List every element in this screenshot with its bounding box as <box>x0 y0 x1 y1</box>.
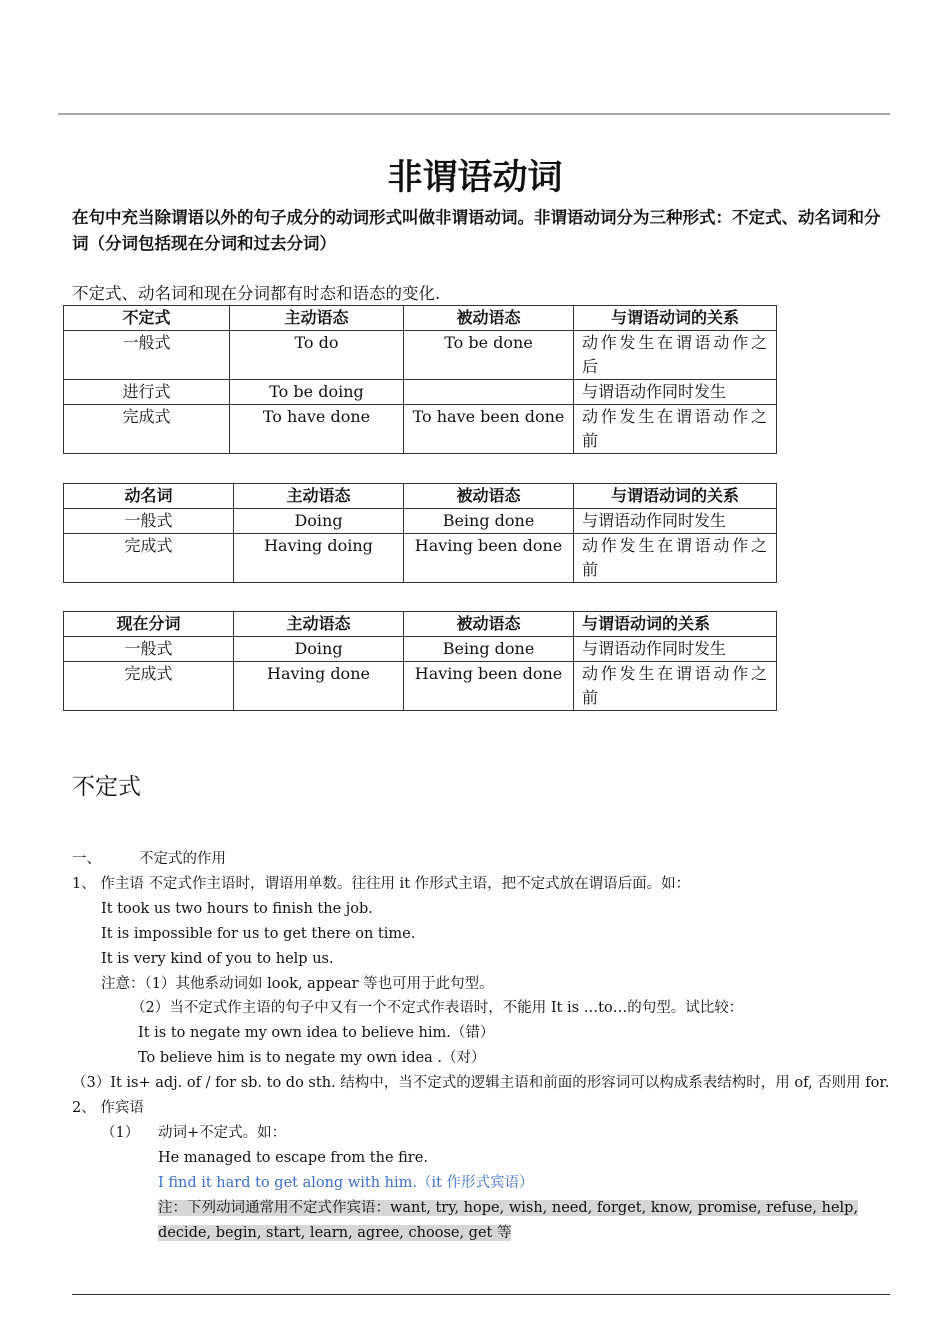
header-rule <box>58 113 890 115</box>
table-cell: Having been done <box>404 534 574 583</box>
participle-table <box>63 611 777 711</box>
point-subject: 1、 作主语 不定式作主语时，谓语用单数。往往用 it 作形式主语，把不定式放在谓语后面。如： <box>72 875 691 892</box>
table-cell: 与谓语动作同时发生 <box>574 637 777 662</box>
table-cell: 完成式 <box>64 534 234 583</box>
table-header-row <box>64 612 777 637</box>
header-cell: 与谓语动词的关系 <box>574 306 777 331</box>
table-cell: 一般式 <box>64 331 230 380</box>
table-row <box>64 662 777 711</box>
example-sentence: It took us two hours to finish the job. <box>101 900 373 917</box>
table-cell: To have done <box>230 405 404 454</box>
table-cell: 动作发生在谓语动作之前 <box>574 662 777 711</box>
table-row <box>64 331 777 380</box>
header-cell: 被动语态 <box>404 612 574 637</box>
example-sentence: He managed to escape from the fire. <box>158 1149 428 1166</box>
example-sentence: It is very kind of you to help us. <box>101 950 334 967</box>
highlighted-note: 注：下列动词通常用不定式作宾语：want, try, hope, wish, need, forget, know, promise, refuse, help, decide, begin, start, learn, agree, choose, get 等 <box>158 1199 859 1241</box>
table-cell: To be done <box>404 331 574 380</box>
note-line: （3）It is+ adj. of / for sb. to do sth. 结构中，当不定式的逻辑主语和前面的形容词可以构成系表结构时，用 of, 否则用 for. <box>72 1075 890 1092</box>
table-cell: Being done <box>404 509 574 534</box>
table-cell: 与谓语动作同时发生 <box>574 380 777 405</box>
header-cell: 不定式 <box>64 306 230 331</box>
example-sentence: It is impossible for us to get there on time. <box>101 925 416 942</box>
note-line: 注意：（1）其他系动词如 look, appear 等也可用于此句型。 <box>101 975 494 992</box>
header-cell: 主动语态 <box>234 612 404 637</box>
section-heading: 不定式 <box>72 774 141 800</box>
tense-voice-note: 不定式、动名词和现在分词都有时态和语态的变化. <box>72 284 441 303</box>
table-cell: Being done <box>404 637 574 662</box>
table-row <box>64 509 777 534</box>
header-cell: 与谓语动词的关系 <box>574 612 777 637</box>
subpoint-line <box>72 1121 892 1146</box>
verb-list-note <box>72 1196 892 1246</box>
table-cell: 一般式 <box>64 509 234 534</box>
infinitive-table <box>63 305 777 454</box>
table-cell: To have been done <box>404 405 574 454</box>
example-sentence-highlighted: I find it hard to get along with him.（it 作形式宾语） <box>158 1174 534 1191</box>
table-cell: Having done <box>234 662 404 711</box>
gerund-table <box>63 483 777 583</box>
table-row <box>64 380 777 405</box>
example-sentence: It is to negate my own idea to believe him.（错） <box>138 1025 495 1042</box>
point-object: 2、 作宾语 <box>72 1100 144 1117</box>
note-line: （2）当不定式作主语的句子中又有一个不定式作表语时，不能用 It is …to…的句型。试比较： <box>131 1000 744 1017</box>
table-cell: To be doing <box>230 380 404 405</box>
header-cell: 与谓语动词的关系 <box>574 484 777 509</box>
example-sentence: To believe him is to negate my own idea .（对） <box>138 1050 486 1067</box>
page-title: 非谓语动词 <box>387 158 563 198</box>
table-cell: Having doing <box>234 534 404 583</box>
table-cell: 一般式 <box>64 637 234 662</box>
table-cell: Doing <box>234 509 404 534</box>
header-cell: 被动语态 <box>404 306 574 331</box>
header-cell: 动名词 <box>64 484 234 509</box>
header-cell: 被动语态 <box>404 484 574 509</box>
table-cell: Doing <box>234 637 404 662</box>
section-title: 不定式的作用 <box>139 851 226 867</box>
table-cell: 动作发生在谓语动作之后 <box>574 331 777 380</box>
table-cell: 进行式 <box>64 380 230 405</box>
header-cell: 现在分词 <box>64 612 234 637</box>
table-cell: 完成式 <box>64 405 230 454</box>
table-cell <box>404 380 574 405</box>
table-row <box>64 637 777 662</box>
table-cell: 动作发生在谓语动作之前 <box>574 405 777 454</box>
section-title-line <box>72 847 892 872</box>
header-cell: 主动语态 <box>234 484 404 509</box>
table-cell: 动作发生在谓语动作之前 <box>574 534 777 583</box>
table-cell: Having been done <box>404 662 574 711</box>
table-row <box>64 534 777 583</box>
intro-paragraph: 在句中充当除谓语以外的句子成分的动词形式叫做非谓语动词。非谓语动词分为三种形式：不定式、动名词和分词（分词包括现在分词和过去分词） <box>72 208 881 253</box>
subpoint-number: （1） <box>101 1124 140 1141</box>
body-text <box>72 847 892 1246</box>
table-row <box>64 405 777 454</box>
table-header-row <box>64 484 777 509</box>
table-header-row <box>64 306 777 331</box>
table-cell: To do <box>230 331 404 380</box>
subpoint-text: 动词+不定式。如： <box>158 1124 287 1141</box>
table-cell: 与谓语动作同时发生 <box>574 509 777 534</box>
table-cell: 完成式 <box>64 662 234 711</box>
footer-rule <box>72 1294 890 1295</box>
section-number: 一、 <box>72 851 101 867</box>
header-cell: 主动语态 <box>230 306 404 331</box>
